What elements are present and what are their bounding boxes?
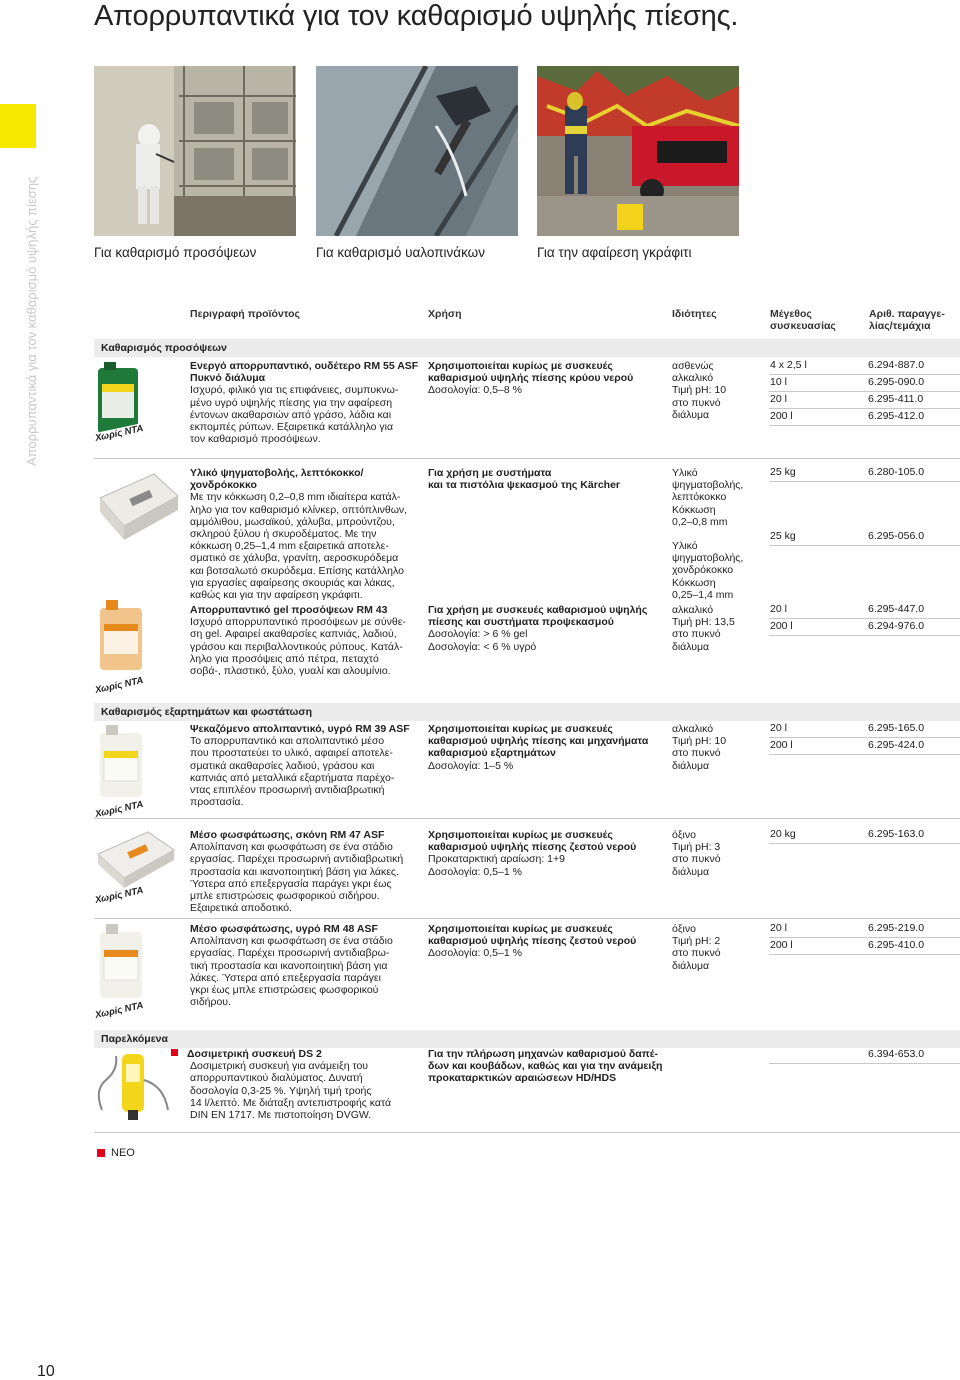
product-props-rm55	[672, 360, 767, 421]
product-subtitle: χονδρόκοκκο	[190, 479, 257, 492]
use-line: Χρησιμοποιείται κυρίως με συσκευές	[428, 829, 613, 841]
header-package-size-line1: Μέγεθος	[770, 308, 812, 320]
order-number: 6.280-105.0	[868, 466, 925, 478]
package-size: 20 l	[770, 603, 787, 615]
prop-line: στο πυκνό	[672, 628, 721, 641]
use-line: Δοσολογία: < 6 % υγρό	[428, 640, 537, 653]
new-legend-icon	[97, 1149, 105, 1157]
no-nta-badge: Χωρίς ΝΤΑ	[94, 799, 145, 820]
product-title: Μέσο φωσφάτωσης, υγρό RM 48 ASF	[190, 923, 378, 935]
product-description-ds2	[174, 1048, 426, 1121]
photo-caption-windows: Για καθαρισμό υαλοπινάκων	[316, 245, 485, 260]
use-line: Δοσολογία: 0,5–1 %	[428, 947, 522, 960]
use-line: Χρησιμοποιείται κυρίως με συσκευές	[428, 360, 613, 372]
desc-line: Απολίπανση και φωσφάτωση σε ένα στάδιο	[190, 935, 393, 948]
desc-line: σοβά-, πλαστικό, ξύλο, γυαλί και αλουμίνιο.	[190, 665, 391, 678]
product-use-rm43	[428, 604, 668, 653]
prop-line: Κόκκωση	[672, 503, 716, 516]
use-line: καθαρισμού εξαρτημάτων	[428, 747, 556, 760]
use-line: καθαρισμού υψηλής πίεσης ζεστού νερού	[428, 841, 637, 854]
desc-line: Απολίπανση και φωσφάτωση σε ένα στάδιο	[190, 841, 393, 854]
product-use-rm55	[428, 360, 668, 397]
use-line: καθαρισμού υψηλής πίεσης και μηχανήματα	[428, 735, 649, 748]
desc-line: Εξαιρετικά αποδοτικό.	[190, 902, 292, 915]
use-line: Χρησιμοποιείται κυρίως με συσκευές	[428, 723, 613, 735]
product-image-rm43	[94, 600, 150, 682]
package-table-rm48	[769, 921, 960, 955]
package-table-rm39	[769, 721, 960, 755]
desc-line: DIN EN 1717. Με πιστοποίηση DVGW.	[190, 1109, 372, 1122]
package-row	[769, 358, 960, 375]
photo-caption-facade: Για καθαρισμό προσόψεων	[94, 245, 257, 260]
desc-line: που προστατεύει το υλικό, αφαιρεί αποτελε-	[190, 747, 393, 760]
product-image-blasting-grit	[94, 468, 180, 548]
product-description-blasting-grit	[190, 467, 426, 601]
product-props-fine-grit	[672, 467, 767, 528]
section-facade-cleaning: Καθαρισμός προσόψεων	[94, 339, 960, 357]
product-description-rm47	[190, 829, 426, 914]
use-line: Δοσολογία: 0,5–8 %	[428, 384, 522, 397]
desc-line: εκπομπές ρύπων. Εξαιρετικά κατάλληλο για	[190, 421, 394, 434]
product-description-rm39	[190, 723, 426, 808]
prop-line: αλκαλικό	[672, 372, 714, 385]
product-description-rm55	[190, 360, 426, 445]
package-row	[769, 938, 960, 955]
prop-line: ασθενώς	[672, 360, 714, 372]
desc-line: για εργασίες αφαίρεσης σκουριάς και λάκας,	[190, 576, 395, 589]
desc-line: Ισχυρό, φιλικό για τις επιφάνειες, συμπυκνω-	[190, 384, 399, 397]
use-line: καθαρισμού υψηλής πίεσης κρύου νερού	[428, 372, 634, 385]
product-image-rm48	[94, 924, 150, 1008]
row-divider	[94, 818, 960, 819]
product-use-rm39	[428, 723, 668, 772]
product-image-ds2	[94, 1050, 178, 1132]
package-row	[769, 619, 960, 636]
package-row	[769, 827, 960, 844]
package-row	[769, 1047, 960, 1064]
package-size: 10 l	[770, 376, 787, 388]
product-image-rm39	[94, 725, 150, 807]
graffiti-removal-photo	[537, 66, 739, 236]
order-number: 6.295-410.0	[868, 939, 925, 951]
desc-line: σιδήρου.	[190, 996, 231, 1009]
desc-line: γράσου και περιβαλλοντικούς ρύπους. Κατάλ-	[190, 640, 403, 653]
no-nta-badge: Χωρίς ΝΤΑ	[94, 675, 145, 696]
prop-line: λεπτόκοκκο	[672, 491, 727, 504]
package-table-fine-grit	[769, 465, 960, 482]
facade-cleaning-photo	[94, 66, 296, 236]
row-divider	[94, 458, 960, 459]
desc-line: λάκες. Ύστερα από επεξεργασία παράγει	[190, 971, 381, 984]
desc-line: αμμόλιθου, μωσαϊκού, χάλυβα, μπρούντζου,	[190, 515, 395, 528]
prop-line: 0,2–0,8 mm	[672, 515, 728, 528]
order-number: 6.295-412.0	[868, 410, 925, 422]
desc-line: γκρι έως μπλε επιστρώσεις φωσφορικού	[190, 984, 379, 997]
prop-line: αλκαλικό	[672, 604, 714, 616]
header-description: Περιγραφή προϊόντος	[190, 308, 300, 320]
package-size: 20 kg	[770, 828, 796, 840]
new-marker-icon	[171, 1049, 178, 1056]
prop-line: Υλικό	[672, 467, 698, 479]
package-table-rm47	[769, 827, 960, 844]
order-number: 6.295-165.0	[868, 722, 925, 734]
desc-line: σκληρού ξύλου ή σκυροδέματος. Με την	[190, 528, 377, 541]
product-title: Δοσιμετρική συσκευή DS 2	[187, 1048, 322, 1060]
prop-line: διάλυμα	[672, 759, 710, 772]
package-row	[769, 721, 960, 738]
page-number: 10	[37, 1363, 55, 1380]
desc-line: δοσολογία 0,3-25 %. Υψηλή τιμή τροής	[190, 1084, 372, 1097]
prop-line: αλκαλικό	[672, 723, 714, 735]
package-size: 200 l	[770, 410, 793, 422]
desc-line: τική προστασία και ικανοποιητική βάση για	[190, 959, 388, 972]
prop-line: διάλυμα	[672, 408, 710, 421]
package-size: 200 l	[770, 939, 793, 951]
product-subtitle: Πυκνό διάλυμα	[190, 372, 266, 385]
product-image-rm47	[94, 828, 178, 890]
package-table-coarse-grit	[769, 529, 960, 546]
desc-line: εργασίας. Παρέχει προσωρινή αντιδιαβρωτική	[190, 853, 404, 866]
section-accessories: Παρελκόμενα	[94, 1030, 960, 1048]
product-props-rm48	[672, 923, 767, 972]
order-number: 6.295-411.0	[868, 393, 924, 405]
product-use-blasting-grit	[428, 467, 668, 491]
use-line: προκαταρκτικών αραιώσεων HD/HDS	[428, 1072, 617, 1085]
package-row	[769, 409, 960, 426]
prop-line: Τιμή pH: 13,5	[672, 616, 735, 629]
package-size: 20 l	[770, 922, 787, 934]
use-line: Για χρήση με συστήματα	[428, 467, 552, 479]
use-line: Δοσολογία: > 6 % gel	[428, 628, 528, 641]
package-size: 25 kg	[770, 466, 796, 478]
desc-line: προστασία και ικανοποιητική βάση για λάκες.	[190, 865, 399, 878]
product-title: Απορρυπαντικό gel προσόψεων RM 43	[190, 604, 388, 616]
row-divider	[94, 1132, 960, 1133]
use-line: Προκαταρκτική αραίωση: 1+9	[428, 853, 565, 866]
header-package-size-line2: συσκευασίας	[770, 320, 836, 332]
use-line: Δοσολογία: 0,5–1 %	[428, 865, 522, 878]
window-cleaning-photo	[316, 66, 518, 236]
desc-line: σματικά ακαθαρσίες λαδιού, γράσου και	[190, 759, 375, 772]
order-number: 6.294-887.0	[868, 359, 925, 371]
package-row	[769, 602, 960, 619]
prop-line: Κόκκωση	[672, 576, 716, 589]
package-table-rm43	[769, 602, 960, 636]
use-line: Χρησιμοποιείται κυρίως με συσκευές	[428, 923, 613, 935]
row-divider	[94, 918, 960, 919]
use-line: Για την πλήρωση μηχανών καθαρισμού δαπέ-	[428, 1048, 658, 1060]
no-nta-badge: Χωρίς ΝΤΑ	[94, 423, 145, 444]
new-legend-label: ΝΕΟ	[111, 1147, 135, 1159]
prop-line: διάλυμα	[672, 640, 710, 653]
desc-line: Με την κόκκωση 0,2–0,8 mm ιδιαίτερα κατάλ-	[190, 491, 401, 504]
product-description-rm48	[190, 923, 426, 1008]
prop-line: Τιμή pH: 3	[672, 841, 721, 854]
desc-line: και βοτσαλωτό σκυρόδεμα. Επίσης κατάλληλο	[190, 564, 404, 577]
use-line: καθαρισμού υψηλής πίεσης ζεστού νερού	[428, 935, 637, 948]
package-size: 4 x 2,5 l	[770, 359, 807, 371]
desc-line: Το απορρυπαντικό και απολιπαντικό μέσο	[190, 735, 385, 748]
order-number: 6.394-653.0	[868, 1048, 925, 1060]
package-row	[769, 921, 960, 938]
prop-line: στο πυκνό	[672, 853, 721, 866]
package-row	[769, 375, 960, 392]
no-nta-badge: Χωρίς ΝΤΑ	[94, 1000, 145, 1021]
package-size: 20 l	[770, 722, 787, 734]
header-use: Χρήση	[428, 308, 462, 320]
product-props-rm47	[672, 829, 767, 878]
product-title: Υλικό ψηγματοβολής, λεπτόκοκκο/	[190, 467, 364, 479]
prop-line: Τιμή pH: 10	[672, 384, 727, 397]
order-number: 6.295-447.0	[868, 603, 925, 615]
order-number: 6.295-090.0	[868, 376, 925, 388]
header-order-number	[869, 308, 945, 332]
order-number: 6.295-056.0	[868, 530, 925, 542]
desc-line: Δοσιμετρική συσκευή για ανάμειξη του	[190, 1060, 369, 1073]
product-title-row	[174, 1048, 426, 1060]
desc-line: εργασίας. Παρέχει προσωρινή αντιδιαβρω-	[190, 947, 390, 960]
desc-line: καθώς και για την αφαίρεση γκράφιτι.	[190, 589, 363, 602]
prop-line: ψηγματοβολής,	[672, 552, 744, 565]
desc-line: κόκκωση 0,25–1,4 mm εξαιρετικά αποτελε-	[190, 540, 389, 553]
prop-line: Υλικό	[672, 540, 698, 552]
header-properties: Ιδιότητες	[672, 308, 717, 320]
product-use-rm47	[428, 829, 668, 878]
side-chapter-label: Απορρυπαντικά για τον καθαρισμό υψηλής πίεσης	[24, 176, 39, 466]
order-number: 6.295-163.0	[868, 828, 925, 840]
desc-line: καπνιάς από μεταλλικά εξαρτήματα παρέχο-	[190, 771, 395, 784]
prop-line: χονδρόκοκκο	[672, 564, 734, 577]
desc-line: ση gel. Αφαιρεί ακαθαρσίες καπνιάς, λαδιού,	[190, 628, 397, 641]
desc-line: ληλο για τον καθαρισμό κλίνκερ, οπτόπλινθων,	[190, 503, 408, 516]
use-line: δων και κουβάδων, καθώς και για την ανάμειξη	[428, 1060, 663, 1073]
use-line: πίεσης και συστήματα προψεκασμού	[428, 616, 614, 629]
prop-line: στο πυκνό	[672, 747, 721, 760]
product-props-rm39	[672, 723, 767, 772]
desc-line: Ισχυρό απορρυπαντικό προσόψεων με σύνθε-	[190, 616, 406, 629]
prop-line: διάλυμα	[672, 865, 710, 878]
desc-line: απορρυπαντικού διαλύματος. Δυνατή	[190, 1072, 363, 1085]
desc-line: μπλε επιστρώσεις φωσφορικού σιδήρου.	[190, 890, 380, 903]
no-nta-badge: Χωρίς ΝΤΑ	[94, 885, 145, 906]
desc-line: Ύστερα από επεξεργασία παράγει γκρι έως	[190, 877, 392, 890]
package-size: 25 kg	[770, 530, 796, 542]
desc-line: ντας επιπλέον προσωρινή αντιδιαβρωτική	[190, 784, 385, 797]
package-size: 200 l	[770, 620, 793, 632]
desc-line: ληλο για προσόψεις από πέτρα, πεταχτό	[190, 652, 379, 665]
desc-line: μένο υγρό υψηλής πίεσης για την αφαίρεση	[190, 396, 393, 409]
prop-line: ψηγματοβολής,	[672, 479, 744, 492]
section-parts-cleaning: Καθαρισμός εξαρτημάτων και φωστάτωση	[94, 703, 960, 721]
package-table-ds2	[769, 1047, 960, 1064]
page-title: Απορρυπαντικά για τον καθαρισμό υψηλής πίεσης.	[94, 0, 739, 32]
header-package-size	[770, 308, 836, 332]
photo-caption-graffiti: Για την αφαίρεση γκράφιτι	[537, 245, 692, 260]
order-number: 6.295-424.0	[868, 739, 925, 751]
desc-line: σματικό σε χάλυβα, γρανίτη, αεροσκυρόδεμα	[190, 552, 399, 565]
package-size: 20 l	[770, 393, 787, 405]
prop-line: στο πυκνό	[672, 947, 721, 960]
order-number: 6.295-219.0	[868, 922, 925, 934]
prop-line: 0,25–1,4 mm	[672, 588, 734, 601]
package-table-rm55	[769, 358, 960, 426]
product-description-rm43	[190, 604, 426, 677]
prop-line: Τιμή pH: 2	[672, 935, 721, 948]
prop-line: στο πυκνό	[672, 396, 721, 409]
prop-line: Τιμή pH: 10	[672, 735, 727, 748]
product-props-rm43	[672, 604, 767, 653]
product-title: Μέσο φωσφάτωσης, σκόνη RM 47 ASF	[190, 829, 385, 841]
product-use-ds2	[428, 1048, 668, 1085]
use-line: Για χρήση με συσκευές καθαρισμού υψηλής	[428, 604, 648, 616]
package-row	[769, 738, 960, 755]
order-number: 6.294-976.0	[868, 620, 925, 632]
prop-line: διάλυμα	[672, 959, 710, 972]
product-title: Ψεκαζόμενο απολιπαντικό, υγρό RM 39 ASF	[190, 723, 410, 735]
prop-line: όξινο	[672, 829, 696, 841]
header-order-line2: λίας/τεμάχια	[869, 320, 931, 332]
use-line: Δοσολογία: 1–5 %	[428, 759, 514, 772]
desc-line: τον καθαρισμό προσόψεων.	[190, 433, 321, 446]
desc-line: έντονων ακαθαρσιών από γράσο, λάδια και	[190, 408, 392, 421]
package-row	[769, 465, 960, 482]
header-order-line1: Αριθ. παραγγε-	[869, 308, 945, 320]
package-row	[769, 392, 960, 409]
product-props-coarse-grit	[672, 540, 767, 601]
package-row	[769, 529, 960, 546]
desc-line: 14 l/λεπτό. Με διάταξη αντεπιστροφής κατά	[190, 1096, 392, 1109]
package-size: 200 l	[770, 739, 793, 751]
prop-line: όξινο	[672, 923, 696, 935]
product-title: Ενεργό απορρυπαντικό, ουδέτερο RM 55 ASF	[190, 360, 419, 372]
use-line: και τα πιστόλια ψεκασμού της Kärcher	[428, 479, 620, 492]
product-use-rm48	[428, 923, 668, 960]
desc-line: προστασία.	[190, 796, 244, 809]
